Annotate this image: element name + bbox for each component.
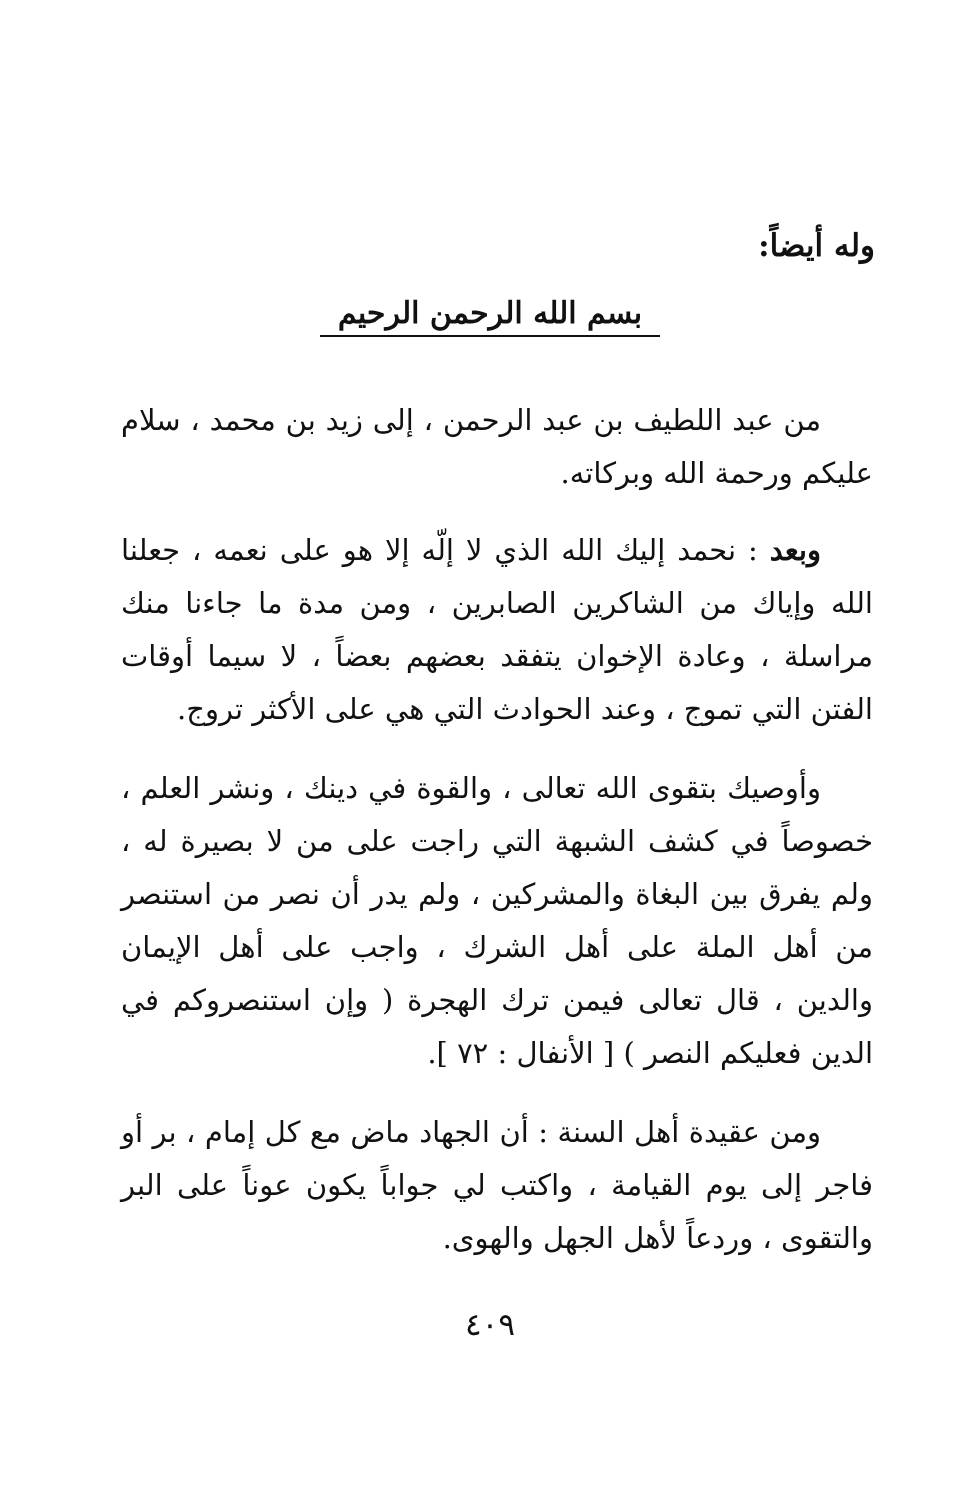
letter-body (121, 394, 873, 1291)
paragraph-greeting: من عبد اللطيف بن عبد الرحمن ، إلى زيد بن محمد ، سلام عليكم ورحمة الله وبركاته. (121, 403, 873, 490)
paragraph-creed: ومن عقيدة أهل السنة : أن الجهاد ماض مع كل إمام ، بر أو فاجر إلى يوم القيامة ، واكتب لي جواباً يكون عوناً على البر والتقوى ، وردعاً لأهل الجهل والهوى. (121, 1115, 873, 1255)
basmala-text: بسم الله الرحمن الرحيم (320, 296, 660, 337)
paragraph-opening (121, 524, 873, 736)
section-heading: وله أيضاً: (758, 228, 875, 264)
paragraph-advice: وأوصيك بتقوى الله تعالى ، والقوة في دينك ، ونشر العلم ، خصوصاً في كشف الشبهة التي راجت على من لا بصيرة له ، ولم يفرق بين البغاة والمشركين ، ولم يدر أن نصر من استنصر من أهل الملة على أهل الشرك ، واجب على أهل الإيمان والدين ، قال تعالى فيمن ترك الهجرة ( وإن استنصروكم في الدين فعليكم النصر ) [ الأنفال : ٧٢ ]. (121, 771, 873, 1070)
paragraph-opening-text: : نحمد إليك الله الذي لا إلّه إلا هو على نعمه ، جعلنا الله وإياك من الشاكرين الصابرين ، ومن مدة ما جاءنا منك مراسلة ، وعادة الإخوان يتفقد بعضهم بعضاً ، لا سيما أوقات الفتن التي تموج ، وعند الحوادث التي هي على الأكثر تروج. (121, 533, 873, 726)
paragraph-opening-lead: وبعد (769, 533, 821, 567)
basmala-calligraphy (0, 296, 980, 337)
page-number: ٤٠٩ (465, 1307, 515, 1343)
